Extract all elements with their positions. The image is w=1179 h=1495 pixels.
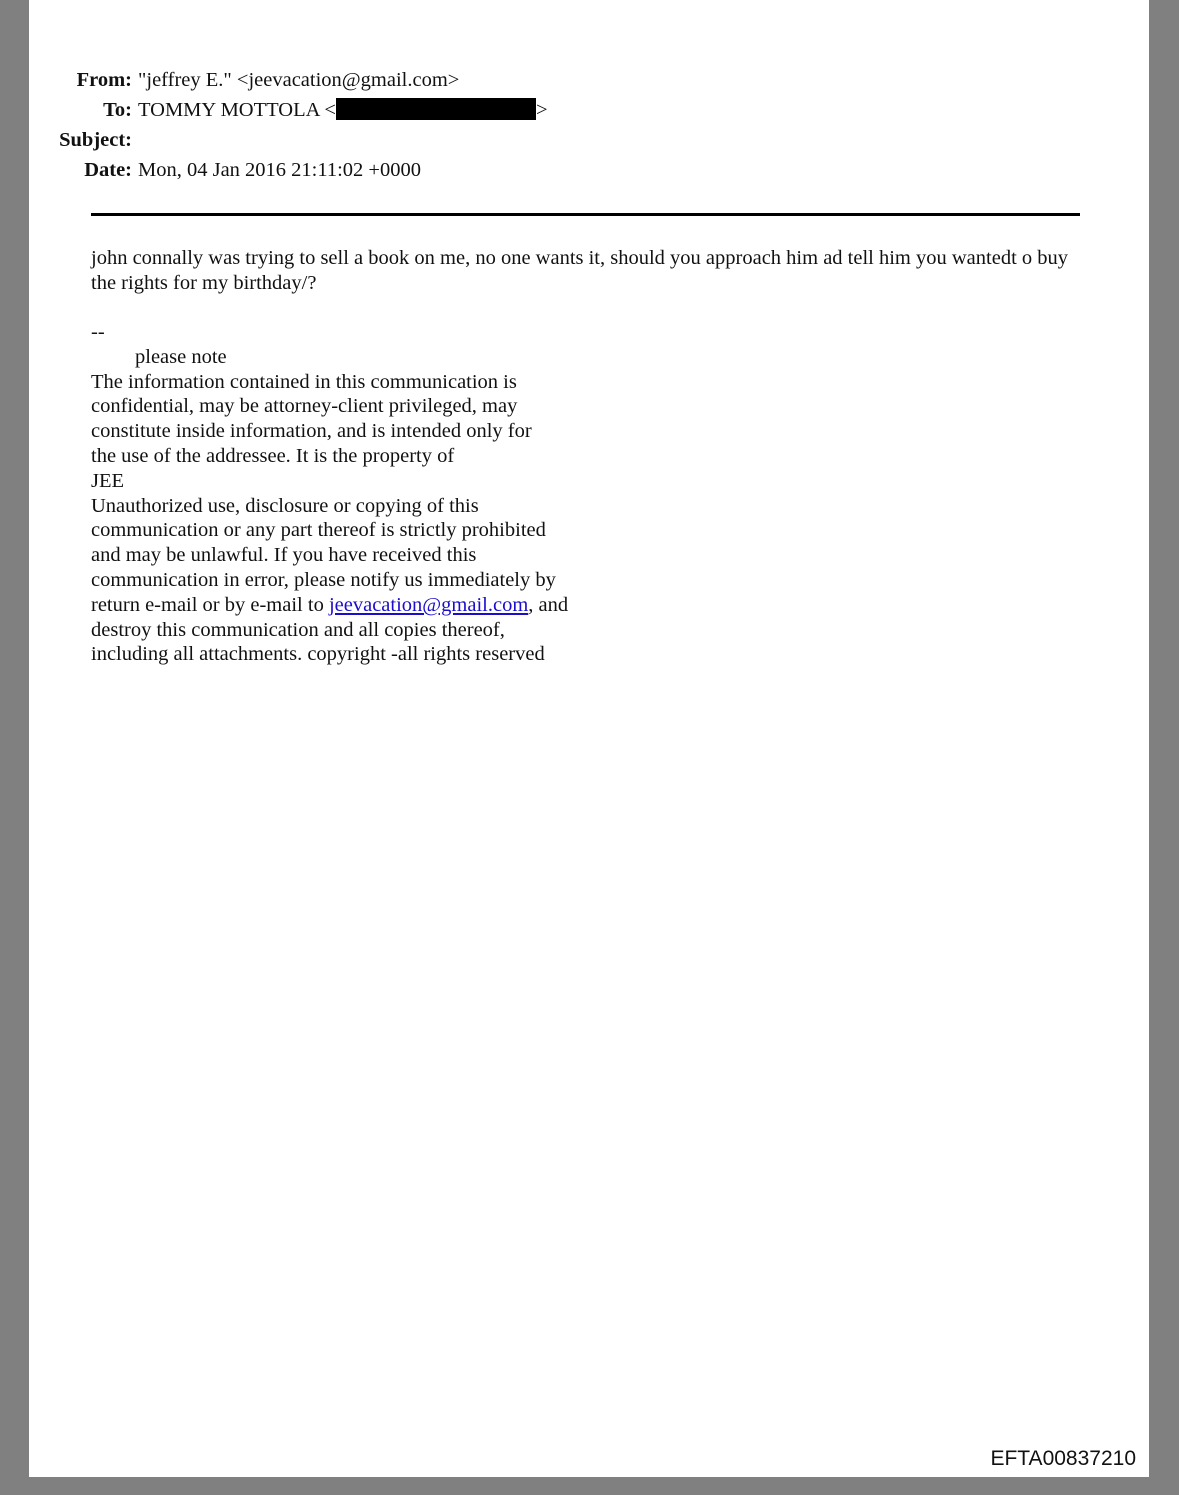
disclaimer-line: constitute inside information, and is intended only for (91, 420, 532, 443)
disclaimer-line: and may be unlawful. If you have received this (91, 544, 477, 567)
disclaimer-line: communication in error, please notify us immediately by (91, 568, 556, 591)
document-page (29, 0, 1149, 1477)
date-label: Date: (84, 159, 132, 181)
to-label: To: (103, 99, 132, 121)
email-link[interactable]: jeevacation@gmail.com (328, 593, 529, 616)
from-row (0, 68, 459, 92)
subject-label: Subject: (59, 129, 132, 151)
disclaimer-line: Unauthorized use, disclosure or copying of this (91, 494, 479, 517)
disclaimer-link-suffix: , and (528, 593, 569, 616)
to-row (0, 98, 548, 122)
date-value: Mon, 04 Jan 2016 21:11:02 +0000 (138, 159, 421, 181)
disclaimer-line-with-link (91, 593, 651, 618)
signature-block (91, 320, 651, 667)
to-value-suffix: > (535, 99, 548, 121)
from-value: "jeffrey E." <jeevacation@gmail.com> (138, 69, 460, 91)
document-id-stamp: EFTA00837210 (990, 1447, 1136, 1470)
disclaimer-line: destroy this communication and all copies thereof, (91, 618, 505, 641)
disclaimer-line: including all attachments. copyright -all rights reserved (91, 643, 545, 666)
disclaimer-line: communication or any part thereof is strictly prohibited (91, 519, 546, 542)
message-body: john connally was trying to sell a book on me, no one wants it, should you approach him ad tell him you wantedt o buy the rights for my birthday/? (91, 247, 1069, 294)
please-note: please note (135, 345, 227, 368)
disclaimer-line: the use of the addressee. It is the property of (91, 444, 455, 467)
disclaimer-link-prefix: return e-mail or by e-mail to (91, 593, 329, 616)
signature-separator: -- (91, 321, 105, 343)
disclaimer-line: JEE (91, 469, 125, 492)
header-divider (91, 213, 1080, 216)
disclaimer-line: The information contained in this communication is (91, 370, 517, 393)
date-row (0, 158, 421, 182)
disclaimer-line: confidential, may be attorney-client privileged, may (91, 395, 518, 418)
from-label: From: (76, 69, 132, 91)
to-value-prefix: TOMMY MOTTOLA < (138, 99, 336, 121)
redaction-bar (336, 98, 536, 120)
subject-row (0, 128, 138, 152)
